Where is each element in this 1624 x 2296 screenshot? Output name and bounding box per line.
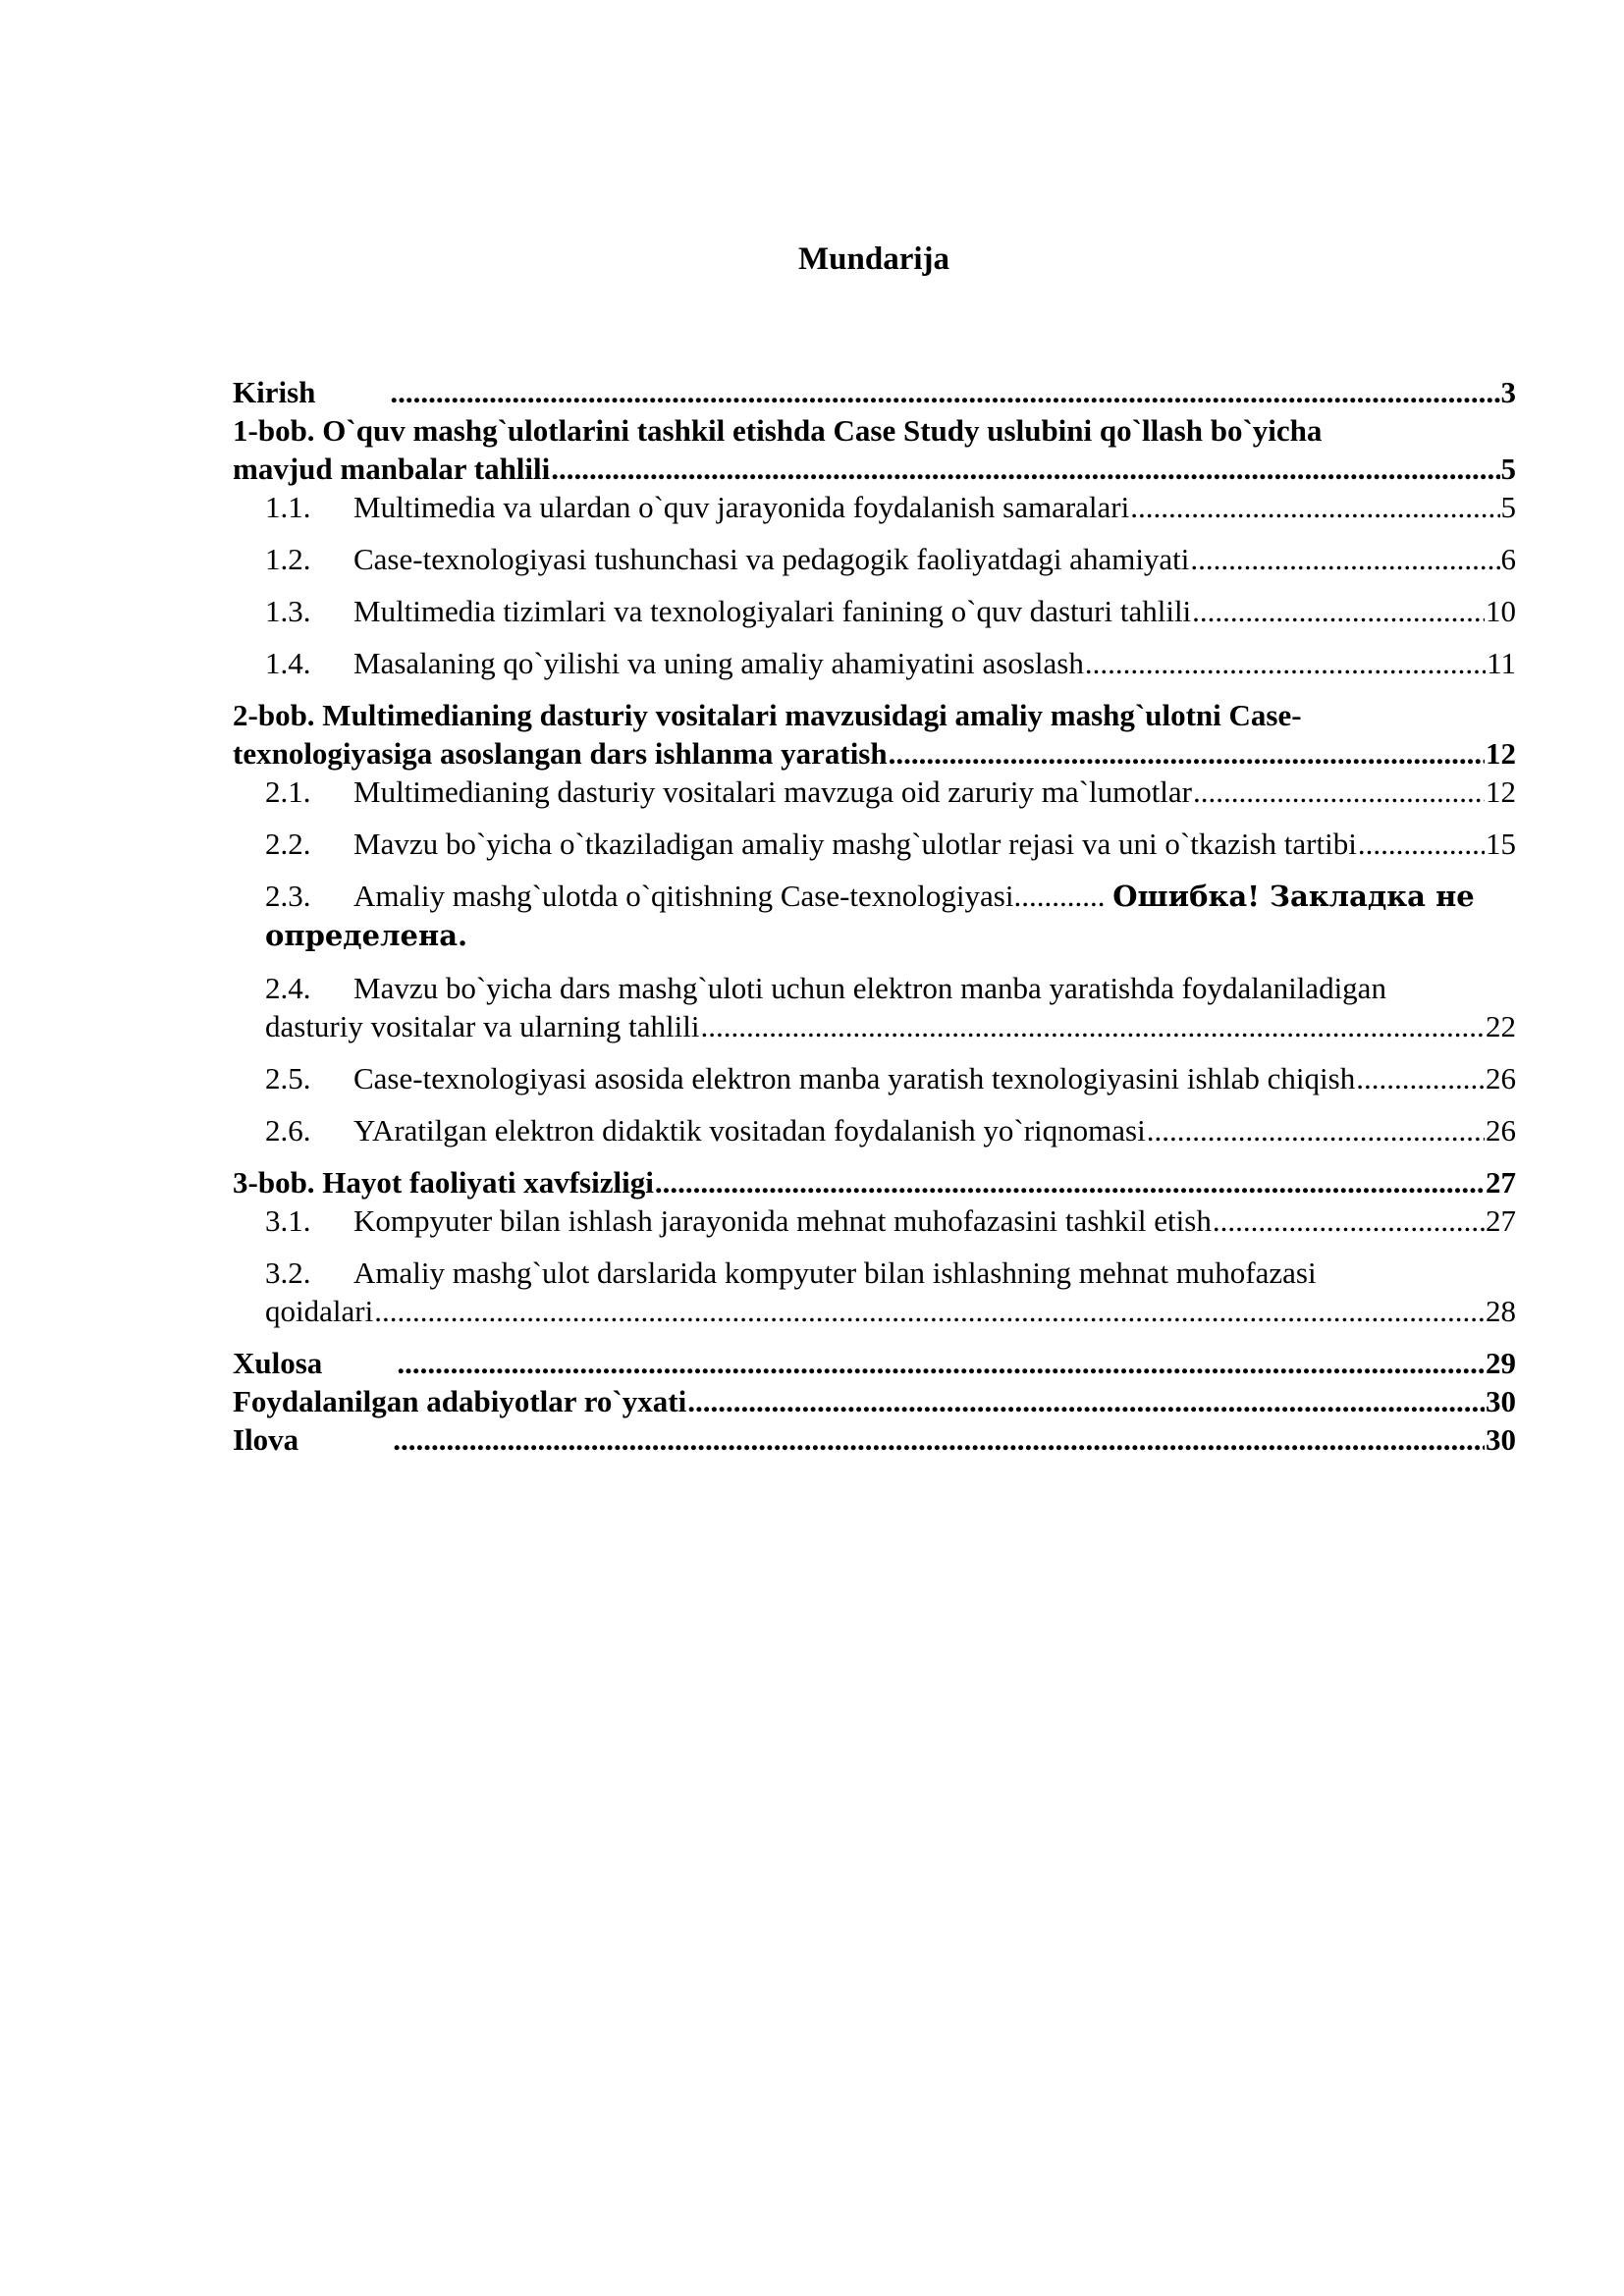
chapter-1-title-line1: 1-bob. O`quv mashg`ulotlarini tashkil etishda Case Study uslubini qo`llash bo`yicha [233,413,1323,448]
toc-entry-2-6[interactable] [233,1111,1516,1149]
section-number: 1.1. [265,490,311,524]
toc-page-number: 12 [1486,774,1516,809]
section-number: 2.1. [265,774,311,809]
section-title: Multimedia tizimlari va texnologiyalari fanining o`quv dasturi tahlili [353,594,1192,628]
section-title: Case-texnologiyasi tushunchasi va pedagogik faoliyatdagi ahamiyati [353,542,1190,576]
section-number: 3.2. [265,1255,311,1290]
dot-leader [1190,540,1499,578]
section-title: Mavzu bo`yicha o`tkaziladigan amaliy mashg`ulotlar rejasi va uni o`tkazish tartibi [353,827,1357,861]
toc-page-number: 30 [1486,1384,1516,1418]
section-number: 2.3. [265,879,311,913]
dot-leader [374,1292,1485,1330]
section-title-line2: dasturiy vositalar va ularning tahlili [265,1009,700,1043]
toc-label: Xulosa [233,1346,323,1380]
dot-leader [889,734,1485,773]
toc-label: Kirish [233,375,316,409]
bookmark-error-text: Ошибка! Закладка не [1112,880,1475,913]
toc-page-number: 26 [1486,1113,1516,1148]
toc-entry-xulosa[interactable] [233,1344,1516,1382]
toc-label: Ilova [233,1422,299,1457]
toc-page-number: 27 [1486,1203,1516,1238]
dot-leader [1356,1059,1485,1097]
toc-label: Foydalanilgan adabiyotlar ro`yxati [233,1384,687,1418]
section-number: 2.6. [265,1113,311,1148]
toc-page-number: 29 [1486,1346,1516,1380]
dot-leader [701,1007,1485,1045]
toc-page-number: 5 [1500,490,1516,524]
section-title: Amaliy mashg`ulot darslarida kompyuter bilan ishlashning mehnat muhofazasi [353,1255,1317,1290]
dot-leader [1213,1201,1485,1240]
toc-entry-2-4[interactable] [233,969,1516,1045]
toc-entry-ilova[interactable] [233,1420,1516,1459]
section-title: Multimedia va ulardan o`quv jarayonida foydalanish samaralari [353,490,1130,524]
section-title: Masalaning qo`yilishi va uning amaliy ahamiyatini asoslash [353,646,1084,680]
toc-chapter-2[interactable] [233,696,1516,773]
section-title: Case-texnologiyasi asosida elektron manba yaratish texnologiyasini ishlab chiqish [353,1061,1356,1095]
toc-page-number: 15 [1486,827,1516,861]
toc-page-number: 5 [1500,452,1516,486]
toc-page-number: 22 [1486,1009,1516,1043]
section-title: YAratilgan elektron didaktik vositadan foydalanish yo`riqnomasi [353,1113,1146,1148]
toc-page-number: 28 [1486,1294,1516,1328]
toc-chapter-3[interactable] [233,1163,1516,1201]
dot-leader [551,450,1499,488]
section-number: 2.2. [265,827,311,861]
toc-page-number: 11 [1487,646,1516,680]
dot-leader [1358,825,1485,863]
toc-entry-adabiyotlar[interactable] [233,1382,1516,1420]
toc-page-number: 10 [1486,594,1516,628]
page-title: Mundarija [797,241,949,277]
section-title: Kompyuter bilan ishlash jarayonida mehnat muhofazasini tashkil etish [353,1203,1212,1238]
dot-leader [390,373,1499,411]
dot-leader [1193,773,1485,811]
toc-page-number: 6 [1500,542,1516,576]
toc-entry-kirish[interactable] [233,373,1516,411]
toc-page-number: 27 [1486,1165,1516,1200]
toc-entry-2-1[interactable] [233,773,1516,811]
toc-entry-1-2[interactable] [233,540,1516,578]
table-of-contents [233,373,1516,1459]
bookmark-error-text-2: определена. [265,919,468,952]
dot-leader [397,1344,1485,1382]
toc-page-number: 30 [1486,1422,1516,1457]
section-number: 1.3. [265,594,311,628]
dot-leader [1130,488,1499,526]
dot-leader [1192,592,1485,630]
toc-entry-1-1[interactable] [233,488,1516,526]
chapter-1-title-line2: mavjud manbalar tahlili [233,452,551,486]
toc-entry-2-3[interactable] [233,877,1516,955]
section-title: Amaliy mashg`ulotda o`qitishning Case-texnologiyasi [353,879,1014,913]
section-title: Mavzu bo`yicha dars mashg`uloti uchun elektron manba yaratishda foydalaniladigan [353,971,1386,1005]
section-number: 2.5. [265,1061,311,1095]
toc-entry-3-1[interactable] [233,1201,1516,1240]
toc-page-number: 26 [1486,1061,1516,1095]
chapter-2-title-line2: texnologiyasiga asoslangan dars ishlanma yaratish [233,736,888,771]
dot-leader [1085,644,1486,682]
chapter-2-title-line1: 2-bob. Multimedianing dasturiy vositalari mavzusidagi amaliy mashg`ulotni Case- [233,698,1302,732]
dot-leader [1147,1111,1485,1149]
toc-chapter-1[interactable] [233,411,1516,488]
toc-entry-1-3[interactable] [233,592,1516,630]
section-title: Multimedianing dasturiy vositalari mavzuga oid zaruriy ma`lumotlar [353,774,1192,809]
toc-page-number: 12 [1486,736,1516,771]
toc-entry-2-5[interactable] [233,1059,1516,1097]
dot-leader: ............ [1013,879,1106,913]
dot-leader [393,1420,1485,1459]
toc-page-number: 3 [1500,375,1516,409]
chapter-3-title: 3-bob. Hayot faoliyati xavfsizligi [233,1165,654,1200]
section-number: 1.2. [265,542,311,576]
section-number: 2.4. [265,971,311,1005]
dot-leader [655,1163,1485,1201]
section-number: 1.4. [265,646,311,680]
toc-entry-2-2[interactable] [233,825,1516,863]
toc-entry-3-2[interactable] [233,1254,1516,1330]
section-title-line2: qoidalari [265,1294,374,1328]
section-number: 3.1. [265,1203,311,1238]
toc-entry-1-4[interactable] [233,644,1516,682]
dot-leader [687,1382,1485,1420]
